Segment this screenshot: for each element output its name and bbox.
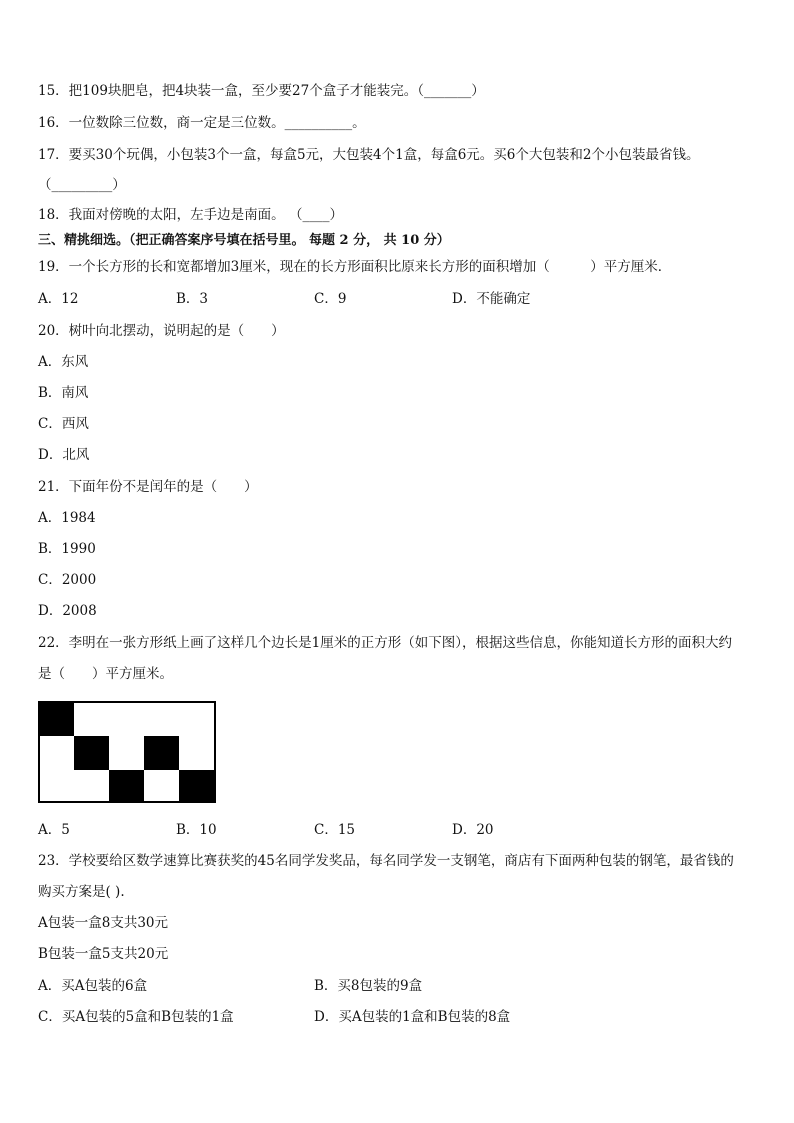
question-22-line-2: 是（ ）平方厘米。 [38,666,173,682]
square-4 [144,736,179,770]
q19-option-c: C．9 [314,291,347,307]
q22-option-a: A．5 [38,822,70,838]
q23-option-c: C．买A包装的5盒和B包装的1盒 [38,1009,234,1025]
question-15: 15．把109块肥皂，把4块装一盒，至少要27个盒子才能装完。（_______） [38,83,485,99]
q22-option-d: D．20 [452,822,494,838]
q19-option-d: D．不能确定 [452,291,531,307]
q23-option-a: A．买A包装的6盒 [38,978,148,994]
q20-option-b: B．南风 [38,385,89,401]
q21-option-c: C．2000 [38,572,97,588]
section-3-heading: 三、精挑细选。（把正确答案序号填在括号里。 每题 2 分， 共 10 分） [38,233,450,248]
q23-package-b-info: B包装一盒5支共20元 [38,946,169,962]
q23-option-b: B．买8包装的9盒 [314,978,423,994]
question-19: 19．一个长方形的长和宽都增加3厘米，现在的长方形面积比原来长方形的面积增加（ ）平方厘米． [38,259,672,275]
question-22-line-1: 22．李明在一张方形纸上画了这样几个边长是1厘米的正方形（如下图），根据这些信息，你能知道长方形的面积大约 [38,635,733,651]
q23-option-d: D．买A包装的1盒和B包装的8盒 [314,1009,511,1025]
squares-figure [38,701,216,803]
square-5 [179,770,215,802]
q21-option-d: D．2008 [38,603,97,619]
question-18: 18．我面对傍晚的太阳，左手边是南面。 （____） [38,207,343,223]
q21-option-a: A．1984 [38,510,96,526]
square-1 [39,702,74,736]
q20-option-a: A．东风 [38,354,89,370]
square-2 [74,736,109,770]
q19-option-b: B．3 [176,291,209,307]
question-16: 16．一位数除三位数，商一定是三位数。__________。 [38,115,366,131]
question-17-line-1: 17．要买30个玩偶，小包装3个一盒，每盒5元，大包装4个1盒，每盒6元。买6个大包装和2个小包装最省钱。 [38,147,700,163]
q22-option-c: C．15 [314,822,356,838]
question-17-line-2: （_________） [38,177,126,193]
q20-option-d: D．北风 [38,447,90,463]
q19-option-a: A．12 [38,291,79,307]
q21-option-b: B．1990 [38,541,96,557]
question-20: 20．树叶向北摆动，说明起的是（ ） [38,323,285,339]
q20-option-c: C．西风 [38,416,89,432]
question-23-line-1: 23．学校要给区数学速算比赛获奖的45名同学发奖品，每名同学发一支钢笔，商店有下面两种包装的钢笔，最省钱的 [38,853,734,869]
question-21: 21．下面年份不是闰年的是（ ） [38,479,258,495]
question-23-line-2: 购买方案是( ). [38,884,125,900]
square-3 [109,770,144,802]
q22-option-b: B．10 [176,822,217,838]
q23-package-a-info: A包装一盒8支共30元 [38,915,169,931]
